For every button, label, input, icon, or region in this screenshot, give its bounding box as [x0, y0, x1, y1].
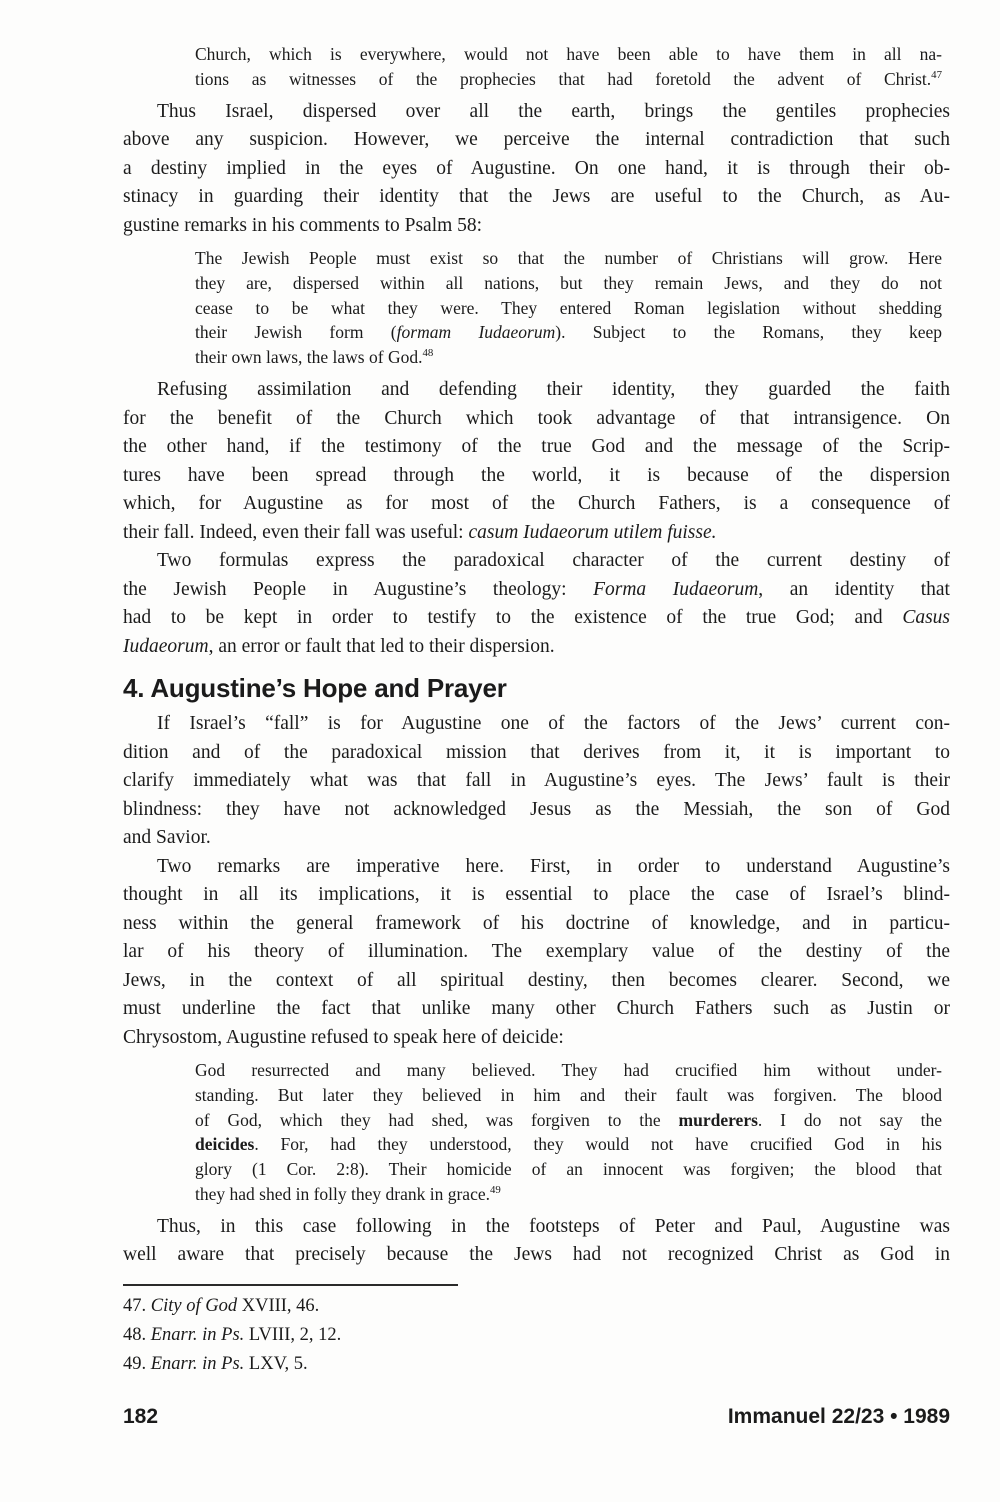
text-line: dition and of the paradoxical mission that derives from it, it is important to	[123, 741, 950, 763]
text-line: Iudaeorum, an error or fault that led to their dispersion.	[123, 635, 555, 657]
text-line: must underline the fact that unlike many other Church Fathers such as Justin or	[123, 998, 950, 1020]
text-line: gustine remarks in his comments to Psalm 58:	[123, 214, 483, 236]
text-line: for the benefit of the Church which took advantage of that intransigence. On	[123, 407, 950, 429]
text-line: lar of his theory of illumination. The exemplary value of the destiny of the	[123, 941, 950, 963]
footnote-number: 48.	[123, 1324, 151, 1345]
text-line: standing. But later they believed in him and their fault was forgiven. The blood	[195, 1084, 942, 1105]
text-line: their fall. Indeed, even their fall was useful: casum Iudaeorum utilem fuisse.	[123, 521, 717, 543]
text-line: stinacy in guarding their identity that the Jews are useful to the Church, as Au-	[123, 186, 950, 208]
text-line: of God, which they had shed, was forgiven to the murderers. I do not say the	[195, 1109, 942, 1130]
paragraph	[123, 1213, 950, 1270]
text-line: well aware that precisely because the Jews had not recognized Christ as God in	[123, 1244, 950, 1266]
text-line: the other hand, if the testimony of the true God and the message of the Scrip-	[123, 436, 950, 458]
text-line: their own laws, the laws of God.$^{48}$	[195, 347, 434, 368]
text-line: tions as witnesses of the prophecies that had foretold the advent of Christ.$^{47}$	[195, 68, 942, 89]
text-line: Thus Israel, dispersed over all the earth, brings the gentiles prophecies	[157, 100, 950, 122]
text-line: the Jewish People in Augustine’s theology: Forma Iudaeorum, an identity that	[123, 578, 950, 600]
text-line: a destiny implied in the eyes of Augustine. On one hand, it is through their ob-	[123, 157, 950, 179]
text-line: above any suspicion. However, we perceive the internal contradiction that such	[123, 129, 950, 151]
text-line: they had shed in folly they drank in grace.$^{49}$	[195, 1184, 501, 1205]
text-line: Refusing assimilation and defending their identity, they guarded the faith	[157, 379, 950, 401]
text-line: they are, dispersed within all nations, but they remain Jews, and they do not	[195, 272, 942, 293]
footnotes	[123, 1292, 950, 1379]
footnote-number: 49.	[123, 1353, 151, 1374]
text-line: Thus, in this case following in the footsteps of Peter and Paul, Augustine was	[157, 1215, 950, 1237]
block-quote	[195, 246, 942, 370]
text-column	[123, 42, 950, 1270]
text-line: thought in all its implications, it is essential to place the case of Israel’s blind-	[123, 884, 950, 906]
text-line: blindness: they have not acknowledged Jesus as the Messiah, the son of God	[123, 798, 950, 820]
text-line: If Israel’s “fall” is for Augustine one of the factors of the Jews’ current con-	[157, 713, 950, 735]
page-number: 182	[123, 1404, 159, 1428]
paragraph	[123, 710, 950, 853]
paragraph	[123, 98, 950, 241]
journal-title: Immanuel 22/23 • 1989	[727, 1404, 950, 1428]
text-line: had to be kept in order to testify to the existence of the true God; and Casus	[123, 607, 950, 629]
footnote: 48. Enarr. in Ps. LVIII, 2, 12.	[123, 1324, 342, 1345]
footnote: 47. City of God XVIII, 46.	[123, 1295, 320, 1316]
footnote-number: 47.	[123, 1295, 151, 1316]
text-line: cease to be what they were. They entered Roman legislation without shedding	[195, 297, 942, 318]
paragraph	[123, 547, 950, 661]
text-line: The Jewish People must exist so that the number of Christians will grow. Here	[195, 248, 942, 269]
text-line: Two remarks are imperative here. First, in order to understand Augustine’s	[157, 855, 950, 877]
text-line: Jews, in the context of all spiritual destiny, then becomes clearer. Second, we	[123, 969, 950, 991]
block-quote	[195, 1058, 942, 1207]
paragraph	[123, 853, 950, 1053]
text-line: tures have been spread through the world, it is because of the dispersion	[123, 464, 950, 486]
footnote-separator	[123, 1284, 458, 1286]
text-line: Chrysostom, Augustine refused to speak here of deicide:	[123, 1026, 564, 1048]
section-heading: 4. Augustine’s Hope and Prayer	[123, 673, 507, 704]
text-line: Church, which is everywhere, would not have been able to have them in all na-	[195, 44, 942, 64]
text-line: clarify immediately what was that fall in Augustine’s eyes. The Jews’ fault is their	[123, 770, 950, 792]
text-line: and Savior.	[123, 827, 211, 849]
text-line: God resurrected and many believed. They had crucified him without under-	[195, 1060, 942, 1081]
block-quote	[195, 42, 942, 92]
text-line: Two formulas express the paradoxical character of the current destiny of	[157, 550, 950, 572]
text-line: which, for Augustine as for most of the Church Fathers, is a consequence of	[123, 493, 950, 515]
text-line: deicides. For, had they understood, they would not have crucified God in his	[195, 1134, 942, 1155]
text-line: their Jewish form (formam Iudaeorum). Subject to the Romans, they keep	[195, 322, 942, 343]
page-footer	[123, 1405, 950, 1429]
footnote: 49. Enarr. in Ps. LXV, 5.	[123, 1353, 308, 1374]
text-line: ness within the general framework of his doctrine of knowledge, and in particu-	[123, 912, 950, 934]
text-line: glory (1 Cor. 2:8). Their homicide of an innocent was forgiven; the blood that	[195, 1159, 942, 1180]
paragraph	[123, 376, 950, 547]
